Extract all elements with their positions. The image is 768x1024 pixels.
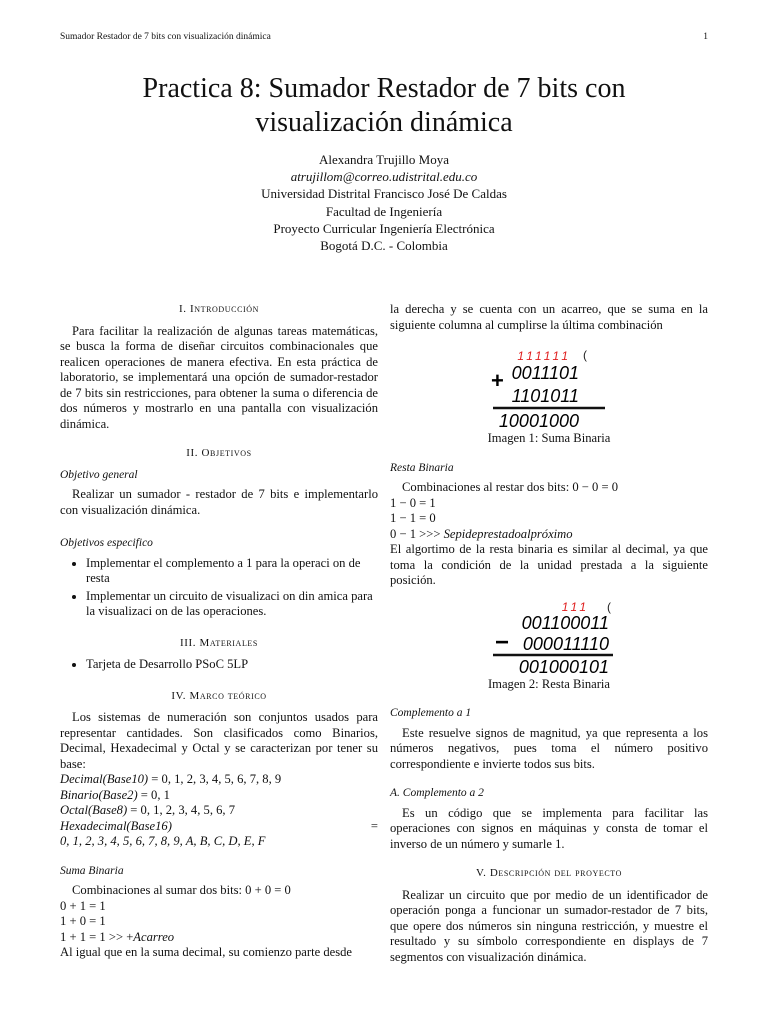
author-block: [60, 151, 708, 254]
figure-binary-subtraction: [390, 599, 708, 693]
author-city: Bogotá D.C. - Colombia: [320, 238, 448, 254]
left-column: [60, 302, 378, 961]
figure-2-caption: Imagen 2: Resta Binaria: [487, 676, 611, 691]
materials-list: [60, 657, 378, 673]
hex-values-line: 0, 1, 2, 3, 4, 5, 6, 7, 8, 9, A, B, C, D, E, F: [60, 834, 266, 848]
intro-paragraph: Para facilitar la realización de algunas tareas matemáticas, se busca la forma de diseñar circuitos combinacionales que realicen operaciones de manera efectiva. En esta práctica de laboratorio, se implementará una opción de sumador-restador de 7 bits sin restricciones, para obtener la suma o diferencia de dos números y mostrarlo en una pantalla con visualización dinámica.: [60, 323, 378, 431]
sum-line: 0 + 1 = 1: [60, 898, 106, 913]
sub-intro: Combinaciones al restar dos bits: 0 − 0 = 0: [402, 480, 619, 494]
section-heading-materials: III. Materiales: [180, 636, 258, 649]
section-heading-intro: I. Introducción: [178, 303, 260, 315]
paper-title: [60, 72, 708, 140]
binary-subtraction-drawing: [429, 599, 669, 675]
theory-paragraph: Los sistemas de numeración son conjuntos usados para representar cantidades. Son clasificados como Binarios, Decimal, Hexadecimal y Octal y se caracterizan por tener su base:: [60, 710, 378, 771]
sum-result: 10001000: [498, 411, 579, 429]
operand-2: 000011110: [522, 633, 609, 654]
operand-2: 1101011: [511, 386, 579, 406]
paper-title-line-2: visualización dinámica: [255, 107, 513, 138]
section-heading-project: V. Descripción del proyecto: [476, 867, 622, 879]
sum-text-continued: la derecha y se cuenta con un acarreo, que se suma en la siguiente columna al cumplirse la última combinación: [390, 302, 708, 332]
complement-2-text: Es un código que se implementa para facilitar las operaciones con signos en máquinas y consta de tomar el inverso de un número y sumarle 1.: [390, 805, 708, 851]
plus-operator: +: [491, 368, 504, 393]
list-item: • Tarjeta de Desarrollo PSoC 5LP: [86, 657, 378, 673]
borrow-extra: (: [607, 599, 611, 614]
page-number: 1: [703, 32, 708, 42]
sum-carry-line: 1 + 1 = 1 >> +Acarreo: [60, 929, 175, 944]
binary-base-line: Binario(Base2) = 0, 1: [60, 787, 170, 802]
borrow-digits: 111: [561, 599, 589, 614]
running-title: Sumador Restador de 7 bits con visualización dinámica: [60, 32, 271, 42]
sub-label: Resta Binaria: [390, 461, 454, 474]
subtraction-result: 001000101: [518, 656, 609, 675]
section-heading-theory: IV. Marco teórico: [171, 689, 267, 702]
minus-operator: −: [495, 628, 510, 656]
complement-1-text: Este resuelve signos de magnitud, ya que representa a los números negativos, pues toma el número positivo correspondiente e invierte todos sus bits.: [390, 725, 708, 771]
author-email: atrujillom@correo.udistrital.edu.co: [290, 169, 478, 185]
operand-1: 0011101: [511, 363, 579, 383]
sub-line: 1 − 0 = 1: [390, 495, 436, 510]
figure-binary-sum: [390, 347, 708, 447]
project-paragraph: Realizar un circuito que por medio de un identificador de operación ponga a funcionar un sumador-restador de 7 bits, que opere dos números sin ninguna restricción, y muestre el resultado y su símbolo correspondiente en displays de 7 segmentos con visualización dinámica.: [390, 887, 708, 964]
sub-text: El algortimo de la resta binaria es similar al decimal, ya que toma la condición de la unidad prestada a la siguiente posición.: [390, 542, 708, 587]
author-name: Alexandra Trujillo Moya: [319, 152, 449, 167]
hex-base-line: Hexadecimal(Base16) =: [60, 818, 378, 833]
figure-1-caption: Imagen 1: Suma Binaria: [487, 431, 611, 445]
general-objective-label: Objetivo general: [60, 468, 138, 481]
author-program: Proyecto Curricular Ingeniería Electrónica: [273, 220, 495, 236]
binary-sum-drawing: [429, 347, 669, 429]
carry-digits: 111111: [517, 349, 571, 363]
specific-objectives-label: Objetivos especifico: [60, 537, 153, 549]
complement-1-label: Complemento a 1: [390, 707, 472, 719]
sum-intro: Combinaciones al sumar dos bits: 0 + 0 = 0: [72, 883, 291, 897]
paper-title-line-1: Practica 8: Sumador Restador de 7 bits con: [142, 73, 626, 104]
list-item: • Implementar el complemento a 1 para la operaci on de resta: [86, 556, 378, 587]
general-objective-text: Realizar un sumador - restador de 7 bits e implementarlo con visualización dinámica.: [60, 487, 378, 517]
right-column: [390, 302, 708, 965]
complement-2-label: A. Complemento a 2: [390, 787, 484, 799]
sum-line: 1 + 0 = 1: [60, 914, 106, 928]
author-university: Universidad Distrital Francisco José De Caldas: [261, 186, 507, 202]
carry-extra: (: [583, 348, 587, 362]
running-header: [60, 32, 708, 42]
operand-1: 001100011: [521, 612, 609, 633]
list-item: • Implementar un circuito de visualizaci on din amica para la visualizaci on de las operaciones.: [86, 589, 378, 620]
sub-line: 1 − 1 = 0: [390, 511, 436, 525]
sub-borrow-line: 0 − 1 >>> Sepideprestadoalpróximo: [390, 526, 573, 541]
sum-text: Al igual que en la suma decimal, su comienzo parte desde: [60, 945, 353, 959]
section-heading-objectives: II. Objetivos: [186, 447, 252, 459]
sum-label: Suma Binaria: [60, 864, 124, 877]
octal-base-line: Octal(Base8) = 0, 1, 2, 3, 4, 5, 6, 7: [60, 803, 236, 817]
specific-objectives-list: [60, 556, 378, 620]
decimal-base-line: Decimal(Base10) = 0, 1, 2, 3, 4, 5, 6, 7, 8, 9: [60, 772, 282, 786]
author-faculty: Facultad de Ingeniería: [325, 203, 443, 219]
